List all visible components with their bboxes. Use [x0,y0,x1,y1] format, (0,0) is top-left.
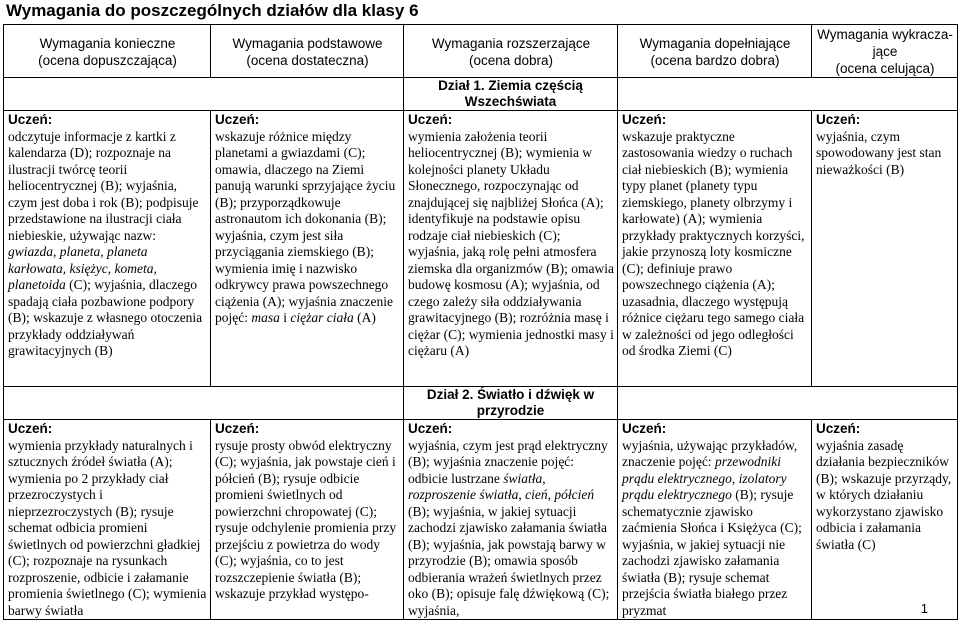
cell-text: wyjaśnia, czym spowodowany jest stan nieważkości (B) [816,128,942,177]
column-header-line: (ocena dostateczna) [246,52,369,68]
header-row [4,25,958,78]
cell-lead: Uczeń: [215,112,260,127]
cell-text: masa [251,310,280,325]
cell-lead: Uczeń: [408,421,453,436]
requirement-cell [404,420,618,620]
column-header-line: Wymagania dopełniające [639,35,791,51]
cell-text: (B); rysuje schematycznie zjawisko zaćmienia Słońca i Księżyca (C); wyjaśnia, w jakiej sytuacji nie zachodzi zjawisko załamania światła (B); rysuje schemat przejścia światła białego przez pryzmat [622,487,802,618]
column-header [4,25,211,78]
cell-text: , [547,487,555,502]
cell-text: gwiazda, planeta, planeta karłowata, księżyc, kometa, planetoida [8,244,157,292]
requirement-cell [404,111,618,387]
requirement-cell [4,111,211,387]
cell-text: rysuje prosty obwód elektryczny (C); wyjaśnia, jak powstaje cień i półcień (B); rysuje odbicie promieni świetlnych od powierzchni chropowatej (C); rysuje odchylenie promienia przy przejściu z powietrza do wody (C); wyjaśnia, co to jest rozszczepienie światła (B); wskazuje przykład występo- [215,437,397,601]
requirement-cell [618,420,812,620]
column-header-line: (ocena celująca) [835,61,935,76]
cell-lead: Uczeń: [215,421,260,436]
column-header-line: (ocena dopuszczająca) [38,52,177,68]
cell-text: , [542,470,546,486]
column-header-line: jące [872,44,898,59]
page-number: 1 [920,601,928,616]
section-spacer [618,387,958,420]
requirement-cell [812,420,958,620]
requirements-table [3,24,958,620]
column-header [404,25,618,78]
cell-text: odczytuje informacje z kartki z kalendarza (D); rozpoznaje na ilustracji twórcę teorii heliocentrycznej (B); wyjaśnia, czym jest doba i rok (B); podpisuje przedstawione na ilustracji ciała niebieskie, używając nazw: [8,128,199,243]
cell-lead: Uczeń: [8,112,53,127]
section-spacer [618,78,958,111]
section-title-row [4,387,958,420]
column-header-line: (ocena bardzo dobra) [650,52,780,68]
cell-text: ciężar ciała [290,310,354,325]
cell-text: cień [525,487,548,502]
cell-text: rozproszenie światła [408,487,519,502]
requirement-cell [812,111,958,387]
cell-text: wskazuje praktyczne zastosowania wiedzy o ruchach ciał niebieskich (B); wymienia typy planet (planety typu ziemskiego, planety olbrzymy i karłowate) (A); wymienia przykłady praktycznych korzyści, jakie przynoszą loty kosmiczne (C); definiuje prawo powszechnego ciążenia (A); uzasadnia, dlaczego występują różnice ciężaru tego samego ciała w zależności od jego odległości od środka Ziemi (C) [622,128,805,358]
section-title: Dział 2. Światło i dźwięk w przyrodzie [404,387,618,420]
cell-text: przewodniki prądu elektrycznego [622,454,781,486]
cell-text: i [279,310,291,325]
column-header [812,25,958,78]
cell-text: wymienia przykłady naturalnych i sztucznych źródeł światła (A); wymienia po 2 przykłady ciał przezroczystych i nieprzezroczystych (B); rysuje schemat odbicia promieni świetlnych od powierzchni gładkiej (C); rozpoznaje na rysunkach rozproszenie, odbicie i załamanie promienia świetlnego (C); wymienia barwy światła [8,437,207,618]
column-header-line: Wymagania konieczne [39,35,176,51]
requirement-cell [618,111,812,387]
cell-text: wyjaśnia, czym jest prąd elektryczny (B); wyjaśnia znaczenie pojęć: odbicie lustrzane [408,437,608,486]
section-title: Dział 1. Ziemia częścią Wszechświata [404,78,618,111]
requirement-cell [211,111,404,387]
column-header-line: Wymagania rozszerzające [431,35,591,51]
cell-text: (B); wyjaśnia, w jakiej sytuacji zachodzi zjawisko załamania światła (B); wyjaśnia, jak powstają barwy w przyrodzie (B); omawia sposób odbierania wrażeń świetlnych przez oko (B); opisuje falę dźwiękową (C); wyjaśnia, [408,503,610,618]
column-header-line: Wymagania podstawowe [232,35,383,51]
cell-text: , [518,487,526,502]
column-header [618,25,812,78]
section-spacer [4,387,404,420]
cell-text: (A) [353,310,376,325]
cell-text: , [731,470,739,486]
column-header-line: (ocena dobra) [468,52,554,68]
cell-lead: Uczeń: [816,112,861,127]
cell-lead: Uczeń: [816,421,861,436]
cell-lead: Uczeń: [622,112,667,127]
cell-text: wskazuje różnice między planetami a gwiazdami (C); omawia, dlaczego na Ziemi panują warunki sprzyjające życiu (B); przyporządkowuje astronautom ich dokonania (B); wyjaśnia, czym jest siła przyciągania ziemskiego (B); wymienia imię i nazwisko odkrywcy prawa powszechnego ciążenia (A); wyjaśnia znaczenie pojęć: [215,128,396,325]
column-header [211,25,404,78]
cell-lead: Uczeń: [8,421,53,436]
table-row [4,111,958,387]
cell-lead: Uczeń: [408,112,453,127]
table-body [4,78,958,620]
cell-text: wyjaśnia, używając przykładów, znaczenie pojęć: [622,437,798,469]
requirement-cell [4,420,211,620]
cell-text: światła [503,470,543,486]
section-spacer [4,78,404,111]
column-header-line: Wymagania wykracza- [817,27,953,42]
table-row [4,420,958,620]
cell-text: (C); wyjaśnia, dlaczego spadają ciała pozbawione podpory (B); wskazuje z własnego otoczenia przykłady oddziaływań grawitacyjnych (B) [8,277,203,358]
cell-text: wymienia założenia teorii heliocentrycznej (B); wymienia w kolejności planety Układu Słonecznego, rozpoczynając od znajdującej się najbliżej Słońca (A); identyfikuje na podstawie opisu rodzaje ciał niebieskich (C); wyjaśnia, jaką rolę pełni atmosfera ziemska dla organizmów (B); omawia budowę kosmosu (A); wyjaśnia, od czego zależy siła oddziaływania grawitacyjnego (B); rozróżnia masę i ciężar (C); wymienia jednostki masy i ciężaru (A) [408,128,614,358]
cell-text: półcień [554,487,595,502]
section-title-row [4,78,958,111]
document-title: Wymagania do poszczególnych działów dla klasy 6 [6,1,419,20]
cell-text: wyjaśnia zasadę działania bezpieczników (B); wskazuje przyrządy, w których działaniu wykorzystano zjawisko odbicia i załamania światła (C) [816,437,952,552]
cell-lead: Uczeń: [622,421,667,436]
cell-text: izolatory prądu elektrycznego [622,470,787,502]
requirement-cell [211,420,404,620]
